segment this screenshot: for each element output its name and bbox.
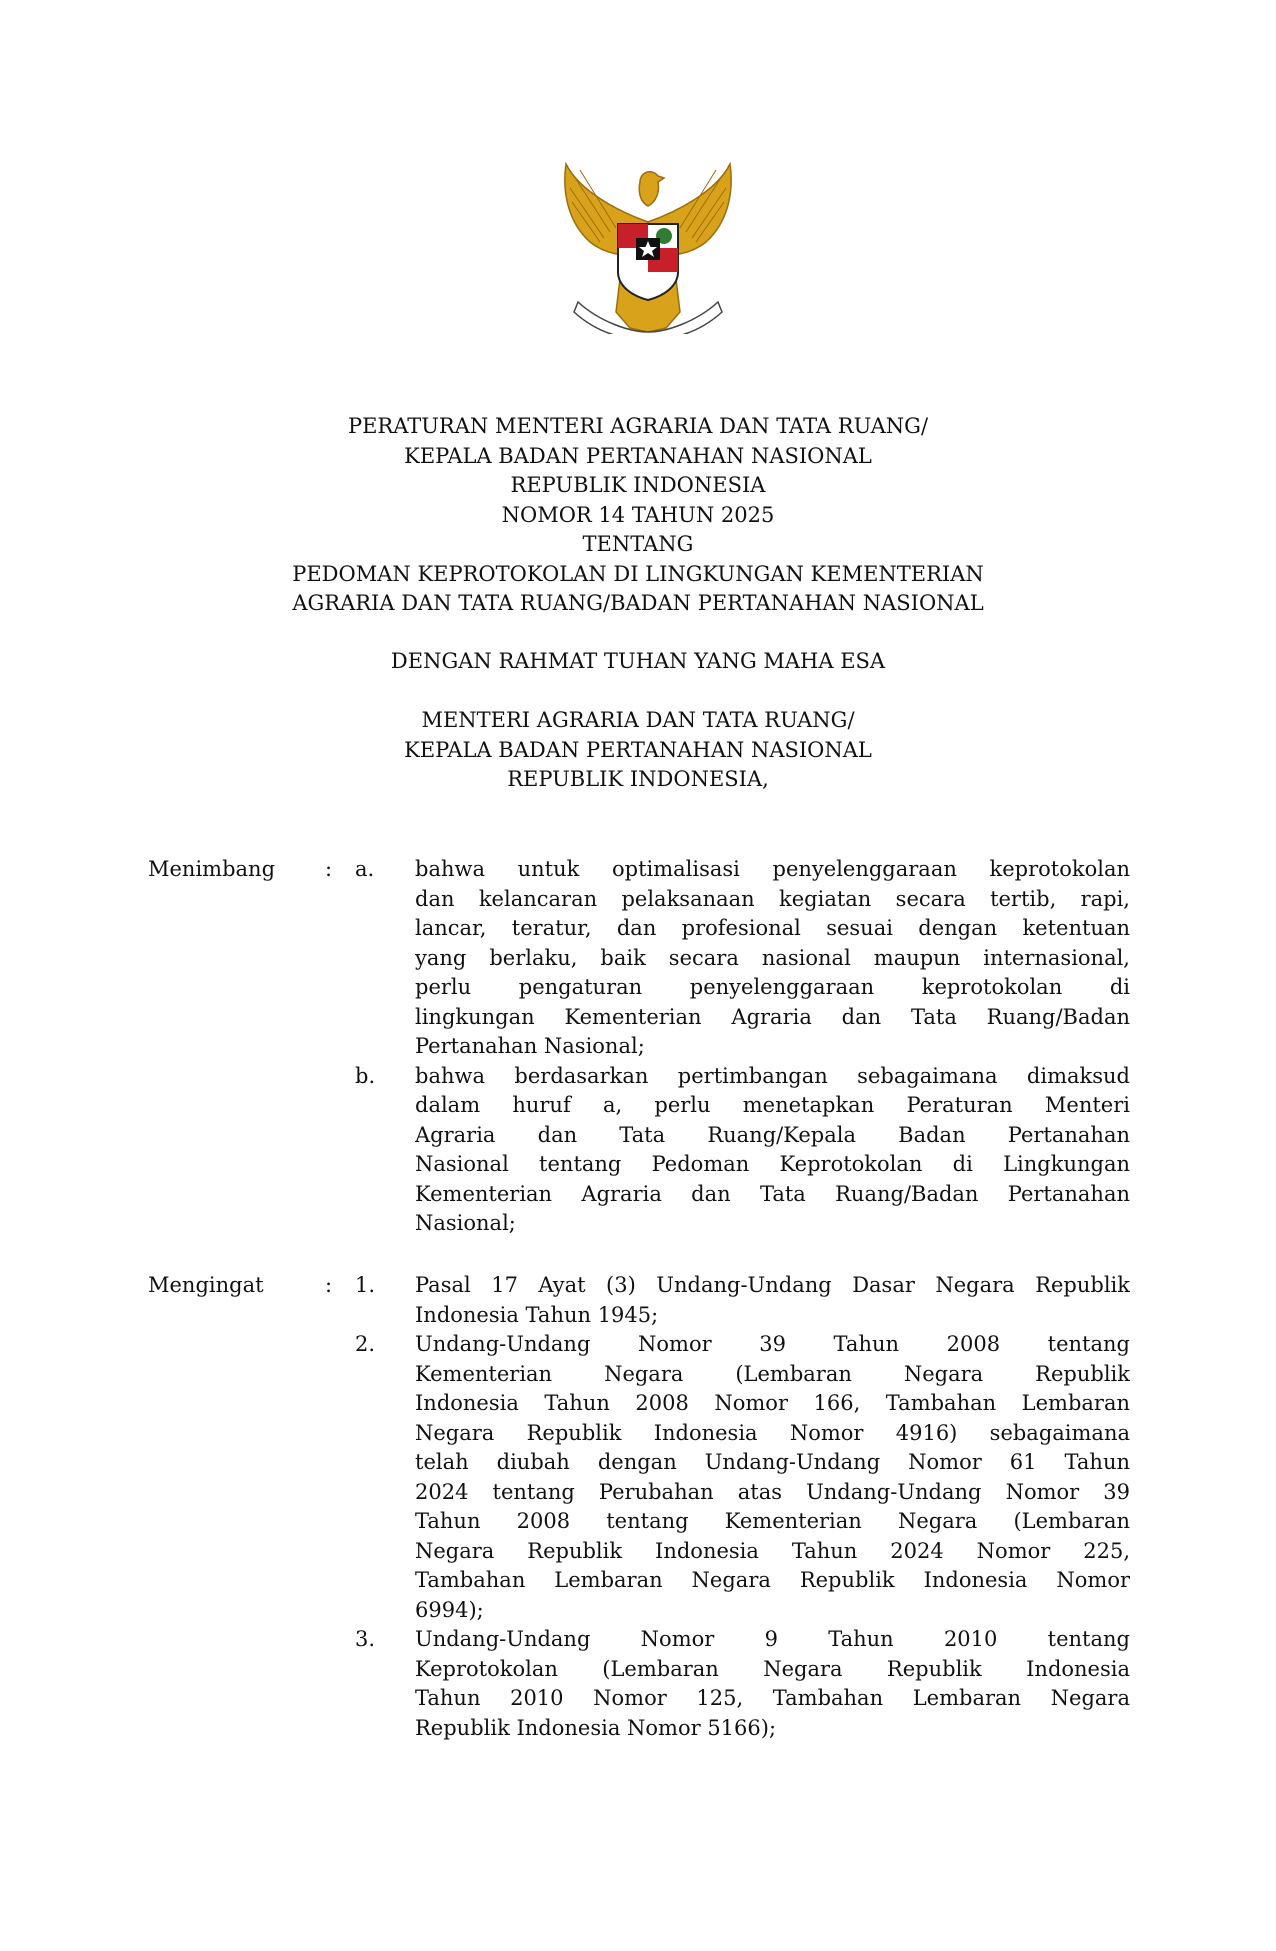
body-line: Undang-Undang Nomor 39 Tahun 2008 tentang	[415, 1332, 1130, 1356]
body-line: Undang-Undang Nomor 9 Tahun 2010 tentang	[415, 1627, 1130, 1651]
section-colon: :	[325, 857, 333, 881]
issuer-line: REPUBLIK INDONESIA,	[507, 767, 769, 791]
garuda-pancasila-emblem	[560, 162, 736, 334]
regulation-title	[0, 412, 1276, 619]
section-label: Mengingat	[148, 1273, 264, 1297]
body-line: Tahun 2010 Nomor 125, Tambahan Lembaran Negara	[415, 1686, 1130, 1710]
title-line: PERATURAN MENTERI AGRARIA DAN TATA RUANG/	[347, 414, 929, 438]
body-line: bahwa berdasarkan pertimbangan sebagaimana dimaksud	[415, 1063, 1130, 1088]
body-line: Kementerian Agraria dan Tata Ruang/Badan Pertanahan	[415, 1181, 1130, 1206]
issuer-title	[0, 706, 1276, 795]
list-item-marker: 1.	[355, 1273, 376, 1297]
body-line: Indonesia Tahun 1945;	[415, 1302, 659, 1327]
list-item-marker: 2.	[355, 1332, 376, 1356]
body-line: Keprotokolan (Lembaran Negara Republik Indonesia	[415, 1656, 1130, 1681]
body-line: perlu pengaturan penyelenggaraan keprotokolan di	[415, 975, 1130, 999]
body-line: Republik Indonesia Nomor 5166);	[415, 1715, 777, 1740]
body-line: bahwa untuk optimalisasi penyelenggaraan keprotokolan	[415, 857, 1130, 881]
section-mengingat	[0, 1271, 1276, 1743]
section-label: Menimbang	[148, 857, 276, 881]
issuer-line: KEPALA BADAN PERTANAHAN NASIONAL	[404, 737, 872, 762]
body-line: yang berlaku, baik secara nasional maupun internasional,	[415, 945, 1130, 970]
body-line: Indonesia Tahun 2008 Nomor 166, Tambahan Lembaran	[415, 1391, 1130, 1415]
section-menimbang	[0, 855, 1276, 1239]
body-line: Tambahan Lembaran Negara Republik Indonesia Nomor	[415, 1568, 1130, 1592]
list-item	[0, 1062, 1276, 1239]
body-line: Nasional tentang Pedoman Keprotokolan di Lingkungan	[415, 1152, 1130, 1176]
invocation: DENGAN RAHMAT TUHAN YANG MAHA ESA	[390, 649, 886, 673]
list-item-body	[415, 1062, 1130, 1239]
list-item-body	[415, 1625, 1130, 1743]
title-line: REPUBLIK INDONESIA	[510, 473, 766, 497]
issuer-line: MENTERI AGRARIA DAN TATA RUANG/	[421, 708, 855, 732]
body-line: Negara Republik Indonesia Nomor 4916) sebagaimana	[415, 1420, 1130, 1445]
body-line: Nasional;	[415, 1211, 516, 1235]
list-item-body	[415, 1271, 1130, 1330]
body-line: Agraria dan Tata Ruang/Kepala Badan Pertanahan	[415, 1122, 1130, 1147]
title-line: PEDOMAN KEPROTOKOLAN DI LINGKUNGAN KEMENTERIAN	[292, 561, 984, 586]
list-item	[0, 1330, 1276, 1625]
list-item	[0, 1625, 1276, 1743]
body-line: 6994);	[415, 1597, 484, 1622]
list-item-body	[415, 855, 1130, 1062]
title-line: KEPALA BADAN PERTANAHAN NASIONAL	[404, 443, 872, 468]
body-line: lancar, teratur, dan profesional sesuai dengan ketentuan	[415, 916, 1130, 940]
body-line: Tahun 2008 tentang Kementerian Negara (Lembaran	[415, 1509, 1130, 1533]
list-item-marker: b.	[355, 1063, 376, 1088]
body-line: Kementerian Negara (Lembaran Negara Republik	[415, 1361, 1130, 1386]
section-colon: :	[325, 1273, 333, 1297]
body-line: dalam huruf a, perlu menetapkan Peraturan Menteri	[415, 1093, 1130, 1117]
body-line: telah diubah dengan Undang-Undang Nomor 61 Tahun	[415, 1450, 1130, 1474]
body-line: Pertanahan Nasional;	[415, 1034, 645, 1058]
title-line: NOMOR 14 TAHUN 2025	[501, 502, 775, 527]
body-line: Negara Republik Indonesia Tahun 2024 Nomor 225,	[415, 1538, 1130, 1563]
list-item-marker: a.	[355, 857, 375, 881]
list-item	[0, 855, 1276, 1062]
body-line: lingkungan Kementerian Agraria dan Tata Ruang/Badan	[415, 1004, 1130, 1029]
body-line: 2024 tentang Perubahan atas Undang-Undang Nomor 39	[415, 1479, 1130, 1504]
list-item-body	[415, 1330, 1130, 1625]
body-line: Pasal 17 Ayat (3) Undang-Undang Dasar Negara Republik	[415, 1273, 1130, 1297]
title-line: AGRARIA DAN TATA RUANG/BADAN PERTANAHAN NASIONAL	[292, 591, 984, 615]
list-item-marker: 3.	[355, 1627, 376, 1651]
list-item	[0, 1271, 1276, 1330]
title-line: TENTANG	[582, 532, 694, 556]
body-line: dan kelancaran pelaksanaan kegiatan secara tertib, rapi,	[415, 886, 1130, 911]
